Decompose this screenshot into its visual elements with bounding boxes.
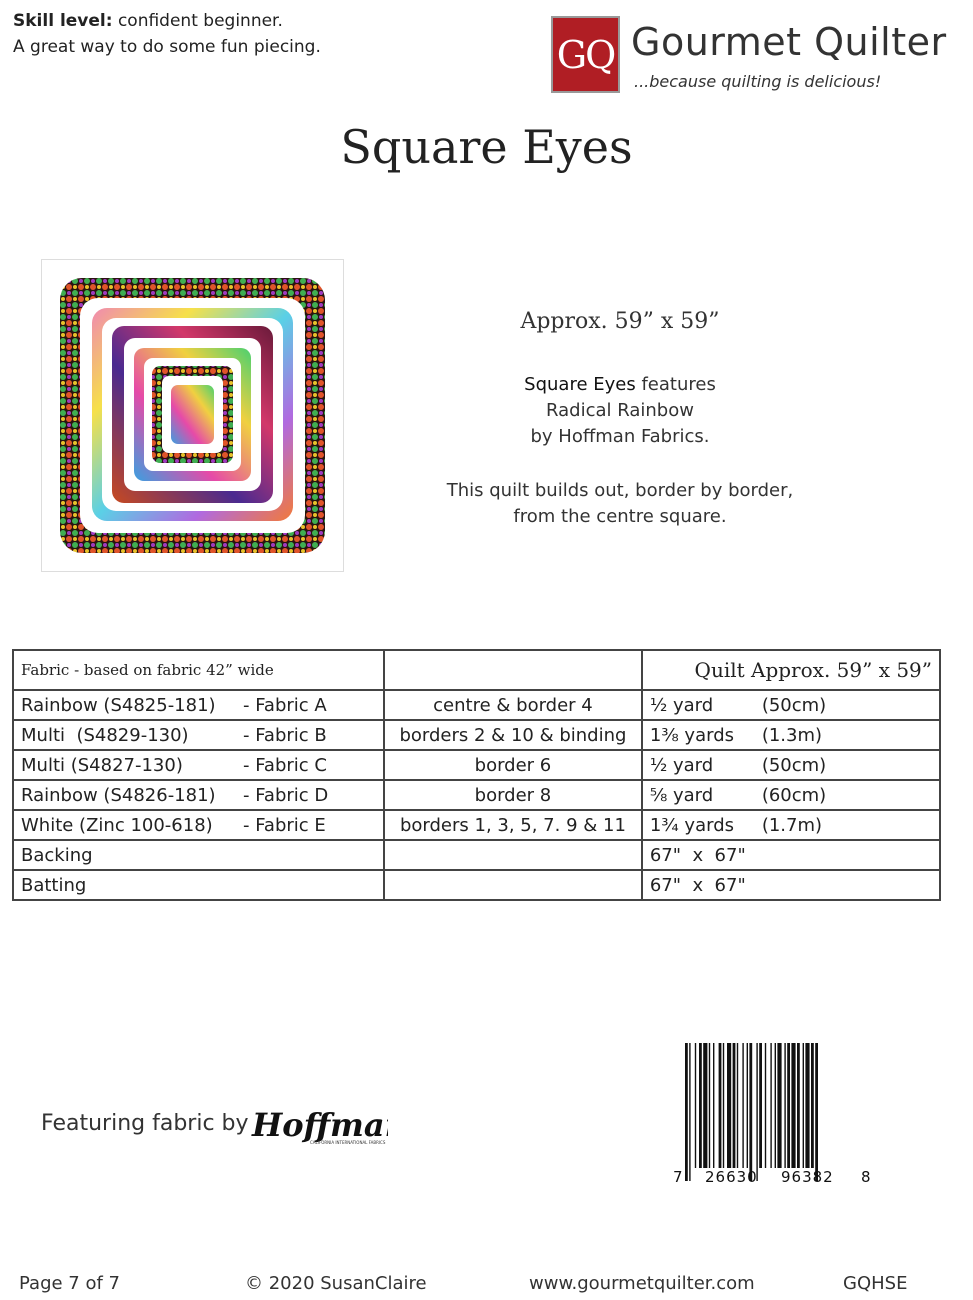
barcode-bar: [747, 1043, 748, 1168]
barcode-bar: [787, 1043, 790, 1168]
table-row: [13, 720, 940, 750]
hoffman-logo-text: Hoffma: [252, 1106, 385, 1144]
fabric-line-name: Radical Rainbow: [546, 400, 694, 421]
barcode-bar: [727, 1043, 731, 1168]
hoffman-logo-subtext: CALIFORNIA INTERNATIONAL FABRICS: [310, 1140, 386, 1145]
table-row: [13, 750, 940, 780]
barcode: [671, 1043, 871, 1191]
barcode-bar: [805, 1043, 809, 1168]
barcode-bar: [784, 1043, 785, 1168]
barcode-bar: [723, 1043, 724, 1168]
build-note-line2: from the centre square.: [513, 506, 727, 527]
barcode-bar: [811, 1043, 814, 1168]
header-quilt-size: Quilt Approx. 59” x 59”: [642, 650, 940, 690]
table-row: [13, 870, 940, 900]
barcode-bar: [765, 1043, 766, 1168]
skill-label: Skill level:: [13, 11, 113, 31]
header-use: [384, 650, 642, 690]
pattern-name: Square Eyes: [524, 374, 636, 395]
barcode-digit-right: 8: [861, 1168, 871, 1186]
fabric-name: Multi (S4829-130): [21, 724, 189, 746]
backing-use: [384, 840, 642, 870]
barcode-bar: [699, 1043, 702, 1168]
fabric-maker: by Hoffman Fabrics.: [530, 426, 710, 447]
fabric-letter: E: [314, 814, 326, 836]
fabric-amount: 1⅜ yards: [649, 724, 735, 746]
barcode-bar: [719, 1043, 722, 1168]
barcode-bar: [709, 1043, 710, 1168]
barcode-group-2: 96382: [781, 1168, 834, 1186]
barcode-bar: [689, 1043, 690, 1181]
barcode-bar: [713, 1043, 714, 1168]
copyright: © 2020 SusanClaire: [245, 1273, 427, 1294]
fabric-use: border 8: [384, 780, 642, 810]
barcode-bar: [742, 1043, 743, 1168]
fabric-prefix: - Fabric: [243, 724, 309, 746]
barcode-bar: [733, 1043, 736, 1168]
skill-level-block: [13, 8, 321, 60]
table-row: [13, 690, 940, 720]
barcode-digit-left: 7: [673, 1168, 683, 1186]
quilt-size: Approx. 59” x 59”: [520, 309, 720, 334]
fabric-metric: (1.3m): [761, 724, 823, 746]
fabric-prefix: - Fabric: [243, 784, 309, 806]
skill-note: A great way to do some fun piecing.: [13, 37, 321, 57]
fabric-prefix: - Fabric: [243, 694, 309, 716]
barcode-bar: [797, 1043, 800, 1168]
fabric-letter: A: [314, 694, 327, 716]
product-code: GQHSE: [843, 1273, 908, 1294]
fabric-use: borders 1, 3, 5, 7. 9 & 11: [384, 810, 642, 840]
fabric-letter: D: [314, 784, 329, 806]
barcode-bar: [777, 1043, 781, 1168]
fabric-use: centre & border 4: [384, 690, 642, 720]
fabric-metric: (50cm): [761, 754, 827, 776]
barcode-bar: [775, 1043, 776, 1168]
features-text: features: [641, 374, 716, 395]
batting-use: [384, 870, 642, 900]
brand-logo: [551, 16, 620, 93]
table-row: [13, 840, 940, 870]
barcode-bar: [770, 1043, 771, 1168]
batting-label: Batting: [13, 870, 384, 900]
fabric-name: White (Zinc 100-618): [21, 814, 213, 836]
build-note: [420, 478, 820, 530]
fabric-description: [420, 372, 820, 450]
hoffman-logo: [248, 1096, 388, 1160]
fabric-use: border 6: [384, 750, 642, 780]
page-title: Square Eyes: [340, 120, 633, 174]
fabric-amount: 1¾ yards: [649, 814, 735, 836]
featuring-text: Featuring fabric by: [41, 1111, 249, 1136]
barcode-bar: [791, 1043, 795, 1168]
table-row: [13, 780, 940, 810]
backing-label: Backing: [13, 840, 384, 870]
table-row: [13, 810, 940, 840]
fabric-prefix: - Fabric: [243, 814, 309, 836]
fabric-amount: ⅝ yard: [649, 784, 714, 806]
barcode-bar: [749, 1043, 752, 1181]
fabric-amount: ½ yard: [649, 694, 714, 716]
table-header-row: [13, 650, 940, 690]
barcode-bar: [815, 1043, 818, 1181]
fabric-prefix: - Fabric: [243, 754, 309, 776]
fabric-use: borders 2 & 10 & binding: [384, 720, 642, 750]
barcode-bar: [803, 1043, 804, 1168]
fabric-name: Multi (S4827-130): [21, 754, 183, 776]
website-link[interactable]: www.gourmetquilter.com: [529, 1273, 755, 1294]
fabric-requirements-table: [12, 649, 941, 901]
fabric-amount: ½ yard: [649, 754, 714, 776]
batting-size: 67" x 67": [642, 870, 940, 900]
backing-size: 67" x 67": [642, 840, 940, 870]
fabric-letter: B: [314, 724, 327, 746]
fabric-metric: (50cm): [761, 694, 827, 716]
fabric-name: Rainbow (S4826-181): [21, 784, 216, 806]
page-number: Page 7 of 7: [19, 1273, 120, 1294]
skill-value: confident beginner.: [117, 11, 283, 31]
fabric-metric: (60cm): [761, 784, 827, 806]
quilt-borders: [60, 278, 325, 553]
barcode-bars: [671, 1043, 871, 1183]
barcode-bar: [756, 1043, 757, 1181]
barcode-bar: [695, 1043, 696, 1168]
fabric-name: Rainbow (S4825-181): [21, 694, 216, 716]
barcode-bar: [703, 1043, 707, 1168]
header-fabric: Fabric - based on fabric 42” wide: [13, 650, 384, 690]
barcode-bar: [737, 1043, 738, 1168]
barcode-bar: [685, 1043, 688, 1181]
barcode-group-1: 26630: [705, 1168, 758, 1186]
quilt-image: [41, 259, 344, 572]
brand-tagline: ...because quilting is delicious!: [634, 72, 882, 91]
build-note-line1: This quilt builds out, border by border,: [446, 480, 794, 501]
brand-name: Gourmet Quilter: [631, 20, 947, 64]
fabric-letter: C: [314, 754, 327, 776]
logo-letters: GQ: [556, 32, 615, 77]
barcode-bar: [759, 1043, 762, 1168]
fabric-metric: (1.7m): [761, 814, 823, 836]
